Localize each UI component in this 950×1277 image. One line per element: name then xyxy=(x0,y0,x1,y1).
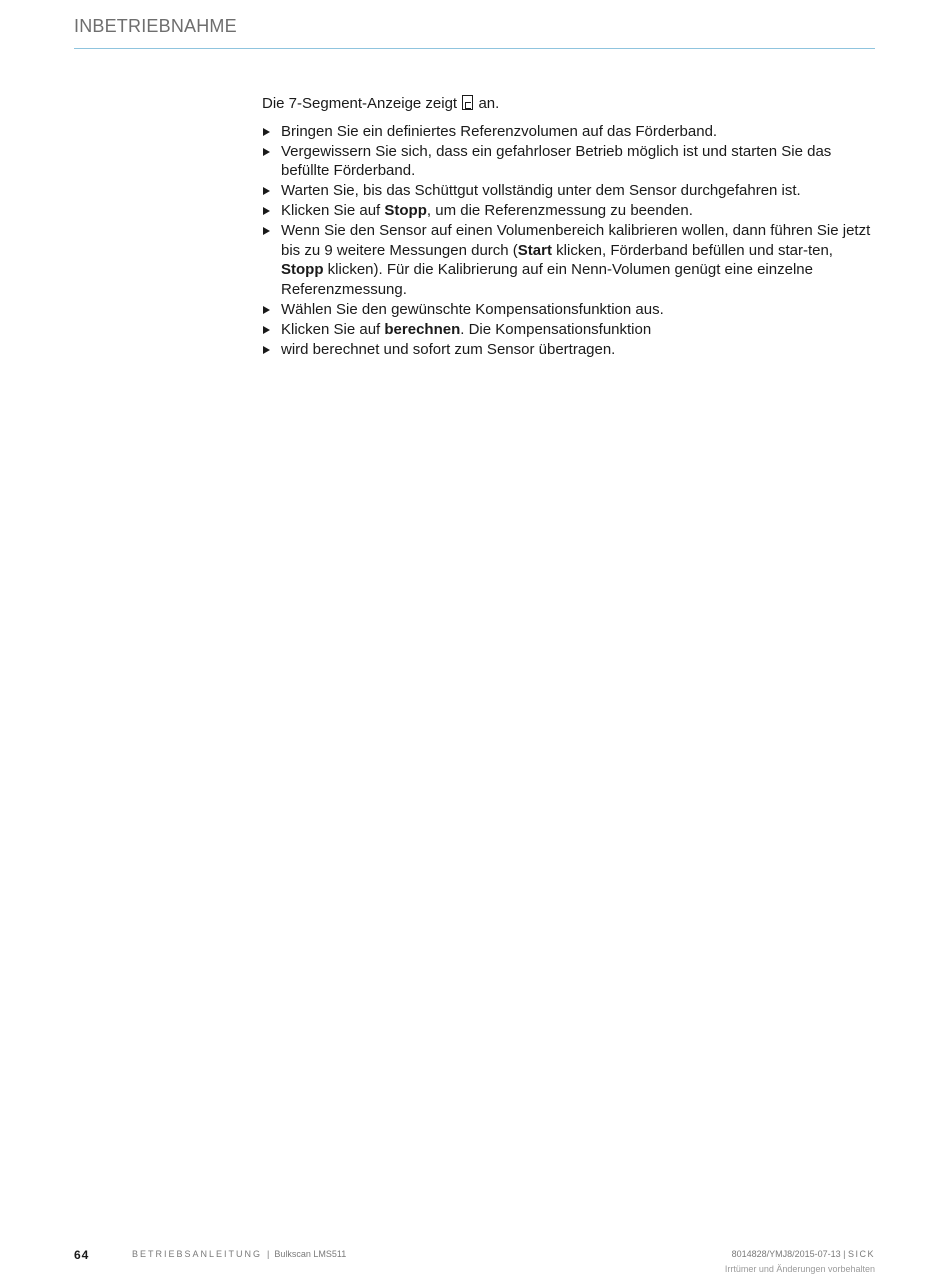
step-text-part3: klicken). Für die Kalibrierung auf ein Nenn-Volumen genügt eine einzelne Referenzmessung. xyxy=(281,261,813,299)
list-item xyxy=(262,300,874,320)
list-item xyxy=(262,181,874,201)
footer-disclaimer: Irrtümer und Änderungen vorbehalten xyxy=(724,1264,875,1274)
step-text: Bringen Sie ein definiertes Referenzvolumen auf das Förderband. xyxy=(281,122,718,140)
step-keyword-stopp: Stopp xyxy=(384,201,427,219)
triangle-bullet-icon xyxy=(263,326,270,334)
intro-text-before: Die 7-Segment-Anzeige zeigt xyxy=(262,95,462,112)
intro-paragraph xyxy=(262,94,874,114)
instruction-list xyxy=(262,122,874,360)
list-item xyxy=(262,122,874,142)
seven-segment-c-icon xyxy=(462,95,473,110)
step-keyword-berechnen: berechnen xyxy=(384,320,461,338)
step-text-post: , um die Referenzmessung zu beenden. xyxy=(426,201,693,219)
intro-text-after: an. xyxy=(474,95,500,112)
step-text: wird berechnet und sofort zum Sensor übertragen. xyxy=(281,340,616,358)
step-text-post: . Die Kompensationsfunktion xyxy=(460,320,652,338)
footer-separator: | xyxy=(267,1249,270,1259)
step-text-pre: Klicken Sie auf xyxy=(281,320,385,338)
step-text: Wählen Sie den gewünschte Kompensationsfunktion aus. xyxy=(281,300,664,318)
triangle-bullet-icon xyxy=(263,128,270,136)
list-item xyxy=(262,201,874,221)
header-divider xyxy=(74,48,875,49)
footer-doc-id-line xyxy=(732,1249,875,1259)
triangle-bullet-icon xyxy=(263,306,270,314)
main-content xyxy=(262,94,874,359)
page-number: 64 xyxy=(74,1248,90,1262)
step-text-part1: Wenn Sie den Sensor auf einen Volumenbereich kalibrieren wollen, dann führen Sie jetzt bis zu 9 weitere Messungen durch ( xyxy=(281,221,871,259)
footer-doc-type: BETRIEBSANLEITUNG xyxy=(132,1249,263,1259)
triangle-bullet-icon xyxy=(263,148,270,156)
footer-doc-id: 8014828/YMJ8/2015-07-13 | xyxy=(731,1249,848,1259)
triangle-bullet-icon xyxy=(263,187,270,195)
step-keyword-start: Start xyxy=(517,241,552,259)
step-text: Vergewissern Sie sich, dass ein gefahrloser Betrieb möglich ist und starten Sie das befüllte Förderband. xyxy=(281,142,832,180)
step-text-part2: klicken, Förderband befüllen und star-ten, xyxy=(551,241,833,259)
list-item xyxy=(262,340,874,360)
footer-document-info xyxy=(132,1249,346,1259)
list-item xyxy=(262,320,874,340)
list-item xyxy=(262,142,874,182)
step-text-pre: Klicken Sie auf xyxy=(281,201,385,219)
triangle-bullet-icon xyxy=(263,207,270,215)
triangle-bullet-icon xyxy=(263,227,270,235)
footer-product: Bulkscan LMS511 xyxy=(274,1249,347,1259)
triangle-bullet-icon xyxy=(263,346,270,354)
step-text: Warten Sie, bis das Schüttgut vollständig unter dem Sensor durchgefahren ist. xyxy=(281,182,801,200)
list-item xyxy=(262,221,874,300)
footer-brand: SICK xyxy=(847,1249,875,1259)
step-keyword-stopp: Stopp xyxy=(281,261,324,279)
page-header-title: INBETRIEBNAHME xyxy=(74,16,237,36)
